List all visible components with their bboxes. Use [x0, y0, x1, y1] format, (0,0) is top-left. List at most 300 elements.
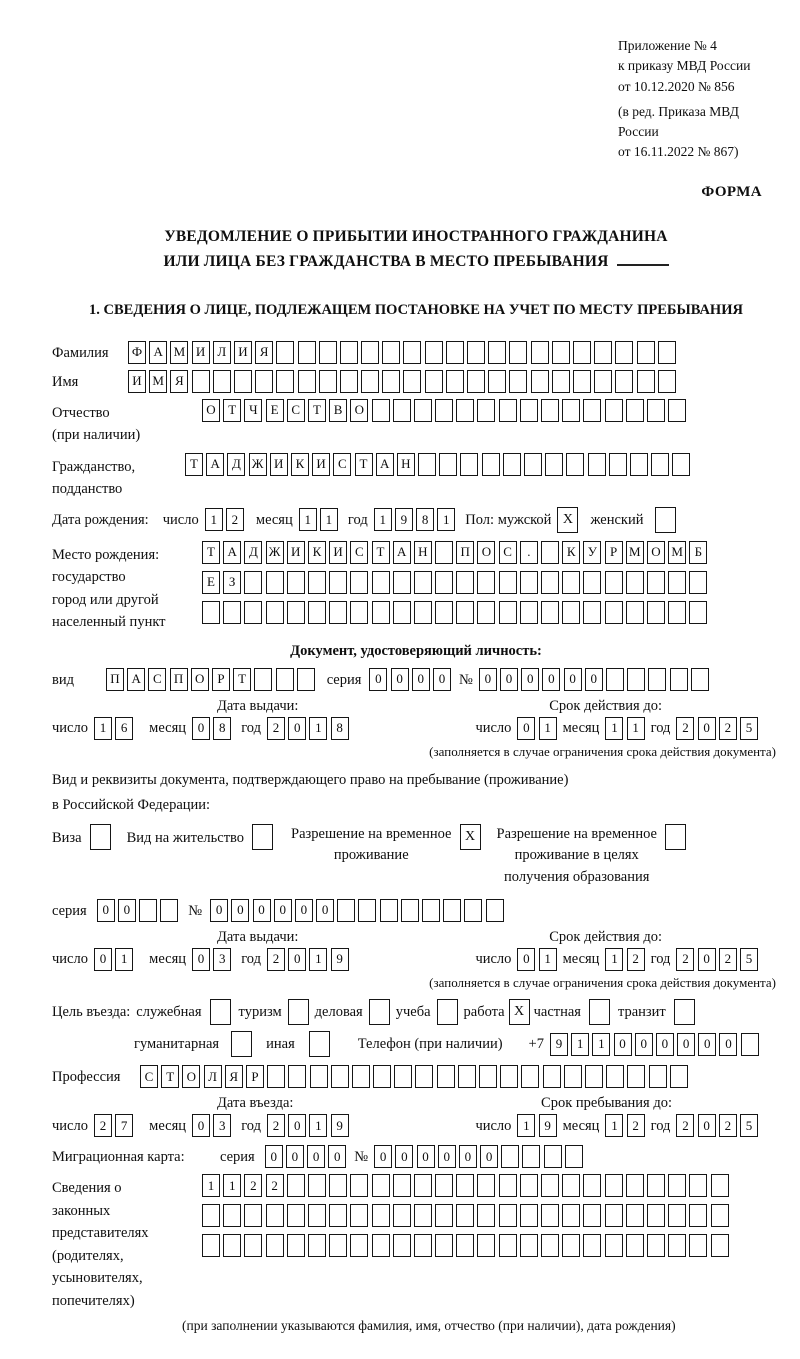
char-cell: [350, 1234, 368, 1257]
char-cell: [658, 341, 676, 364]
rvp-option: Разрешение на временное проживание X: [291, 824, 480, 868]
char-cell: [566, 453, 584, 476]
char-cell: [202, 1234, 220, 1257]
purpose-transit-label: транзит: [617, 1004, 666, 1021]
birthplace-cells-row1: [202, 541, 707, 564]
char-cell: 7: [115, 1114, 133, 1137]
char-cell: О: [191, 668, 209, 691]
char-cell: [585, 1065, 603, 1088]
char-cell: [382, 341, 400, 364]
char-cell: 0: [231, 899, 249, 922]
char-cell: [648, 668, 666, 691]
char-cell: 0: [656, 1033, 674, 1056]
migration-card-number-label: №: [354, 1149, 369, 1166]
char-cell: [340, 341, 358, 364]
char-cell: [509, 370, 527, 393]
char-cell: [605, 1204, 623, 1227]
char-cell: И: [287, 541, 305, 564]
citizenship-row: [52, 453, 780, 501]
char-cell: [439, 453, 457, 476]
char-cell: 5: [740, 717, 758, 740]
representatives-cells-row2: [202, 1204, 729, 1227]
char-cell: [500, 1065, 518, 1088]
char-cell: Я: [255, 341, 273, 364]
patronymic-cells: [202, 399, 686, 422]
char-cell: С: [499, 541, 517, 564]
year-label: год: [650, 951, 671, 968]
day-label: число: [162, 511, 199, 528]
char-cell: [524, 453, 542, 476]
char-cell: 8: [213, 717, 231, 740]
char-cell: [393, 601, 411, 624]
representatives-cells-row3: [202, 1234, 729, 1257]
char-cell: [414, 1234, 432, 1257]
char-cell: [287, 1234, 305, 1257]
char-cell: 2: [676, 1114, 694, 1137]
char-cell: 1: [202, 1174, 220, 1197]
char-cell: [276, 341, 294, 364]
char-cell: 9: [395, 508, 413, 531]
char-cell: [562, 1234, 580, 1257]
migration-card-label: Миграционная карта:: [52, 1149, 185, 1166]
char-cell: 0: [635, 1033, 653, 1056]
char-cell: [425, 370, 443, 393]
char-cell: [499, 1204, 517, 1227]
char-cell: [573, 341, 591, 364]
profession-label: Профессия: [52, 1069, 121, 1086]
char-cell: [689, 1174, 707, 1197]
id-doc-number-label: №: [458, 671, 473, 688]
char-cell: [562, 1174, 580, 1197]
id-doc-number-cells: [479, 668, 709, 691]
char-cell: С: [333, 453, 351, 476]
phone-label: Телефон (при наличии): [357, 1036, 503, 1053]
char-cell: 2: [267, 717, 285, 740]
birthdate-row: [52, 507, 780, 533]
char-cell: [564, 1065, 582, 1088]
forma-label: ФОРМА: [701, 183, 762, 200]
char-cell: [626, 1174, 644, 1197]
char-cell: 0: [412, 668, 430, 691]
patronymic-row: [52, 399, 780, 447]
char-cell: О: [202, 399, 220, 422]
citizenship-cells: [185, 453, 690, 476]
representatives-cells-row1: [202, 1174, 729, 1197]
char-cell: [460, 453, 478, 476]
char-cell: [329, 1234, 347, 1257]
char-cell: [308, 1204, 326, 1227]
char-cell: [446, 341, 464, 364]
char-cell: [627, 1065, 645, 1088]
char-cell: 1: [605, 948, 623, 971]
char-cell: [308, 1174, 326, 1197]
char-cell: [658, 370, 676, 393]
char-cell: А: [393, 541, 411, 564]
char-cell: 2: [676, 717, 694, 740]
id-doc-series-label: серия: [326, 671, 362, 688]
char-cell: [414, 399, 432, 422]
char-cell: [415, 1065, 433, 1088]
char-cell: [499, 601, 517, 624]
visa-option: Виза: [52, 824, 111, 850]
month-label: месяц: [562, 1117, 600, 1134]
char-cell: М: [668, 541, 686, 564]
char-cell: [435, 571, 453, 594]
char-cell: [380, 899, 398, 922]
id-doc-heading: Документ, удостоверяющий личность:: [290, 642, 542, 659]
char-cell: [583, 399, 601, 422]
char-cell: Н: [414, 541, 432, 564]
char-cell: 1: [539, 717, 557, 740]
res-doc-limit-note: (заполняется в случае ограничения срока действия документа): [429, 974, 776, 990]
char-cell: [672, 453, 690, 476]
char-cell: [541, 399, 559, 422]
char-cell: О: [350, 399, 368, 422]
char-cell: 0: [433, 668, 451, 691]
res-doc-number-label: №: [188, 902, 203, 919]
char-cell: 1: [205, 508, 223, 531]
char-cell: [711, 1204, 729, 1227]
char-cell: [583, 1204, 601, 1227]
char-cell: [213, 370, 231, 393]
char-cell: 0: [698, 1114, 716, 1137]
char-cell: [467, 341, 485, 364]
char-cell: 0: [585, 668, 603, 691]
char-cell: З: [223, 571, 241, 594]
char-cell: Н: [397, 453, 415, 476]
char-cell: [520, 399, 538, 422]
char-cell: [522, 1145, 540, 1168]
firstname-row: [52, 370, 780, 393]
migration-card-series-label: серия: [220, 1149, 255, 1166]
char-cell: 2: [719, 1114, 737, 1137]
rvp-education-option: Разрешение на временное проживание в целях получения образования: [497, 824, 686, 889]
phone-prefix: +7: [528, 1036, 544, 1053]
entry-day: [94, 1114, 133, 1137]
purpose-private-label: частная: [533, 1004, 581, 1021]
char-cell: [541, 1174, 559, 1197]
char-cell: [499, 1234, 517, 1257]
purpose-business-checkbox: [369, 999, 390, 1025]
char-cell: [266, 1234, 284, 1257]
char-cell: [287, 601, 305, 624]
id-expiry-heading: Срок действия до:: [549, 697, 662, 714]
char-cell: [287, 1204, 305, 1227]
char-cell: [583, 571, 601, 594]
res-issue-year: [267, 948, 349, 971]
sex-female-checkbox: [655, 507, 676, 533]
char-cell: [588, 453, 606, 476]
char-cell: [372, 1174, 390, 1197]
char-cell: 0: [374, 1145, 392, 1168]
id-expiry-year: [676, 717, 758, 740]
char-cell: 5: [740, 1114, 758, 1137]
ref-line: от 16.11.2022 № 867): [618, 144, 739, 160]
char-cell: [393, 399, 411, 422]
char-cell: 2: [226, 508, 244, 531]
char-cell: 3: [213, 1114, 231, 1137]
char-cell: [202, 1204, 220, 1227]
char-cell: 0: [677, 1033, 695, 1056]
purpose-work-checkbox: X: [509, 999, 530, 1025]
char-cell: [668, 571, 686, 594]
month-label: месяц: [255, 511, 293, 528]
title-line-1: УВЕДОМЛЕНИЕ О ПРИБЫТИИ ИНОСТРАННОГО ГРАЖДАНИНА: [164, 228, 668, 246]
char-cell: [520, 601, 538, 624]
char-cell: [531, 370, 549, 393]
char-cell: [160, 899, 178, 922]
char-cell: [668, 1204, 686, 1227]
entry-dates-row: [52, 1114, 780, 1137]
id-doc-series-cells: [369, 668, 451, 691]
char-cell: [711, 1234, 729, 1257]
char-cell: С: [140, 1065, 158, 1088]
char-cell: П: [106, 668, 124, 691]
month-label: месяц: [149, 1117, 187, 1134]
char-cell: Ч: [244, 399, 262, 422]
char-cell: К: [291, 453, 309, 476]
char-cell: [437, 1065, 455, 1088]
char-cell: 1: [309, 1114, 327, 1137]
char-cell: 0: [479, 668, 497, 691]
id-issue-day: [94, 717, 133, 740]
char-cell: [456, 1204, 474, 1227]
char-cell: 0: [286, 1145, 304, 1168]
entry-date-heads: [52, 1094, 780, 1112]
char-cell: [340, 370, 358, 393]
char-cell: [319, 370, 337, 393]
res-doc-series-cells: [97, 899, 179, 922]
char-cell: 0: [417, 1145, 435, 1168]
char-cell: [422, 899, 440, 922]
char-cell: [414, 601, 432, 624]
char-cell: [668, 601, 686, 624]
char-cell: М: [170, 341, 188, 364]
purpose-private-checkbox: [589, 999, 610, 1025]
char-cell: 5: [740, 948, 758, 971]
char-cell: [520, 571, 538, 594]
representatives-block: [52, 1174, 780, 1312]
char-cell: [358, 899, 376, 922]
migration-card-number-cells: [374, 1145, 583, 1168]
phone-cells: [550, 1033, 759, 1056]
char-cell: [266, 1204, 284, 1227]
char-cell: 2: [719, 717, 737, 740]
birth-day-cells: [205, 508, 244, 531]
char-cell: [350, 571, 368, 594]
day-label: число: [475, 951, 512, 968]
char-cell: [298, 370, 316, 393]
char-cell: [276, 668, 294, 691]
char-cell: 1: [571, 1033, 589, 1056]
char-cell: [435, 399, 453, 422]
birthplace-cells-row2: [202, 571, 707, 594]
char-cell: [626, 1204, 644, 1227]
char-cell: [244, 1234, 262, 1257]
char-cell: 9: [331, 1114, 349, 1137]
char-cell: 2: [266, 1174, 284, 1197]
id-doc-type-label: вид: [52, 671, 74, 688]
char-cell: [552, 341, 570, 364]
char-cell: [649, 1065, 667, 1088]
char-cell: И: [192, 341, 210, 364]
char-cell: [297, 668, 315, 691]
char-cell: 8: [416, 508, 434, 531]
char-cell: 1: [115, 948, 133, 971]
char-cell: [605, 1234, 623, 1257]
representatives-label: Сведения о законных представителях (родителях, усыновителях, попечителях): [52, 1180, 149, 1309]
char-cell: [414, 1174, 432, 1197]
char-cell: 0: [698, 1033, 716, 1056]
char-cell: [668, 1174, 686, 1197]
char-cell: А: [376, 453, 394, 476]
char-cell: [583, 601, 601, 624]
char-cell: Л: [204, 1065, 222, 1088]
stay-year: [676, 1114, 758, 1137]
char-cell: [630, 453, 648, 476]
char-cell: [350, 601, 368, 624]
char-cell: [541, 541, 559, 564]
char-cell: 0: [500, 668, 518, 691]
char-cell: [499, 399, 517, 422]
char-cell: Т: [202, 541, 220, 564]
char-cell: [615, 341, 633, 364]
ref-line: (в ред. Приказа МВД России: [618, 103, 739, 139]
char-cell: П: [456, 541, 474, 564]
year-label: год: [241, 951, 261, 968]
char-cell: 1: [605, 1114, 623, 1137]
char-cell: [541, 571, 559, 594]
char-cell: [435, 1234, 453, 1257]
char-cell: Р: [246, 1065, 264, 1088]
res-expiry-day: [517, 948, 556, 971]
char-cell: Ф: [128, 341, 146, 364]
char-cell: 1: [437, 508, 455, 531]
char-cell: [499, 571, 517, 594]
char-cell: [456, 1174, 474, 1197]
res-expiry-month: [605, 948, 644, 971]
char-cell: Т: [372, 541, 390, 564]
char-cell: Ж: [249, 453, 267, 476]
ref-line: к приказу МВД России: [618, 58, 751, 74]
char-cell: [329, 571, 347, 594]
id-issue-year: [267, 717, 349, 740]
char-cell: [583, 1234, 601, 1257]
rvp-checkbox: X: [460, 824, 481, 850]
char-cell: 2: [719, 948, 737, 971]
char-cell: 0: [564, 668, 582, 691]
res-doc-series-label: серия: [52, 902, 87, 919]
char-cell: 1: [605, 717, 623, 740]
char-cell: [456, 399, 474, 422]
char-cell: К: [308, 541, 326, 564]
char-cell: [331, 1065, 349, 1088]
purpose-humanitarian-label: гуманитарная: [134, 1036, 220, 1053]
char-cell: 0: [253, 899, 271, 922]
res-issue-month: [192, 948, 231, 971]
birthplace-block: [52, 541, 780, 634]
char-cell: 0: [192, 948, 210, 971]
char-cell: И: [270, 453, 288, 476]
char-cell: 1: [320, 508, 338, 531]
char-cell: [287, 571, 305, 594]
id-issue-month: [192, 717, 231, 740]
char-cell: И: [329, 541, 347, 564]
char-cell: 0: [192, 717, 210, 740]
char-cell: 9: [539, 1114, 557, 1137]
char-cell: 0: [517, 948, 535, 971]
char-cell: 1: [539, 948, 557, 971]
char-cell: 0: [288, 948, 306, 971]
char-cell: [651, 453, 669, 476]
purpose-humanitarian-checkbox: [231, 1031, 252, 1057]
char-cell: [350, 1174, 368, 1197]
patronymic-label: Отчество (при наличии): [52, 404, 141, 444]
profession-row: [52, 1065, 780, 1088]
char-cell: [562, 1204, 580, 1227]
stay-month: [605, 1114, 644, 1137]
char-cell: Т: [161, 1065, 179, 1088]
residence-permit-option: Вид на жительство: [127, 824, 273, 850]
char-cell: [647, 1174, 665, 1197]
id-doc-limit-note: (заполняется в случае ограничения срока действия документа): [429, 743, 776, 759]
char-cell: 0: [307, 1145, 325, 1168]
char-cell: [425, 341, 443, 364]
month-label: месяц: [149, 720, 187, 737]
char-cell: А: [223, 541, 241, 564]
char-cell: [488, 341, 506, 364]
migration-card-row: [52, 1145, 780, 1168]
char-cell: 0: [316, 899, 334, 922]
char-cell: [266, 571, 284, 594]
id-doc-date-heads: [52, 697, 780, 715]
month-label: месяц: [562, 720, 600, 737]
char-cell: [435, 541, 453, 564]
char-cell: [382, 370, 400, 393]
char-cell: Я: [225, 1065, 243, 1088]
char-cell: Д: [244, 541, 262, 564]
month-label: месяц: [149, 951, 187, 968]
visa-checkbox: [90, 824, 111, 850]
birth-year-cells: [374, 508, 456, 531]
char-cell: Б: [689, 541, 707, 564]
char-cell: [647, 601, 665, 624]
char-cell: [435, 1174, 453, 1197]
char-cell: [544, 1145, 562, 1168]
char-cell: .: [520, 541, 538, 564]
firstname-label: Имя: [52, 373, 79, 390]
char-cell: [223, 601, 241, 624]
char-cell: [637, 341, 655, 364]
day-label: число: [52, 951, 88, 968]
char-cell: 0: [391, 668, 409, 691]
res-doc-intro: Вид и реквизиты документа, подтверждающего право на пребывание (проживание) в Российской Федерации:: [52, 772, 569, 813]
res-issue-day: [94, 948, 133, 971]
purpose-row: [52, 999, 780, 1025]
char-cell: С: [350, 541, 368, 564]
char-cell: [545, 453, 563, 476]
char-cell: [202, 601, 220, 624]
char-cell: [668, 1234, 686, 1257]
char-cell: [573, 370, 591, 393]
ref-line: Приложение № 4: [618, 38, 717, 53]
title-line-2: ИЛИ ЛИЦА БЕЗ ГРАЖДАНСТВА В МЕСТО ПРЕБЫВАНИЯ: [52, 250, 780, 275]
char-cell: С: [287, 399, 305, 422]
char-cell: [711, 1174, 729, 1197]
id-doc-type-cells: [106, 668, 315, 691]
char-cell: Т: [233, 668, 251, 691]
char-cell: [562, 571, 580, 594]
